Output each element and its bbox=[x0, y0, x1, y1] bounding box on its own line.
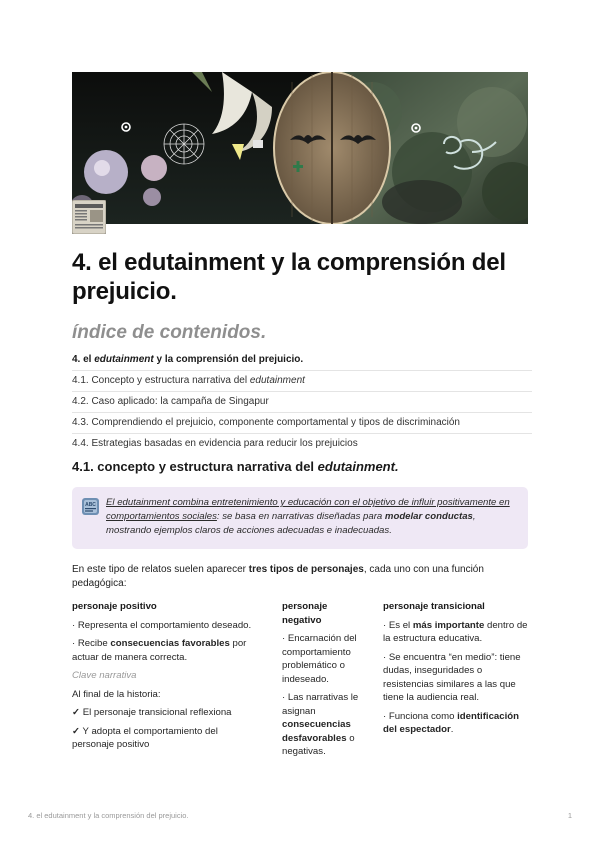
column-text: · Recibe consecuencias favorables por actuar de manera correcta. bbox=[72, 638, 247, 663]
toc-item[interactable]: 4.3. Comprendiendo el prejuicio, componente comportamental y tipos de discriminación bbox=[72, 413, 532, 434]
section-heading: 4.1. concepto y estructura narrativa del edutainment. bbox=[72, 459, 399, 474]
footer-title: 4. el edutainment y la comprensión del prejuicio. bbox=[28, 811, 189, 820]
toc-item[interactable]: 4.2. Caso aplicado: la campaña de Singapur bbox=[72, 392, 532, 413]
toc-item[interactable]: 4. el edutainment y la comprensión del prejuicio. bbox=[72, 350, 532, 371]
check-icon: ✓ bbox=[72, 725, 81, 737]
column-text: Al final de la historia: bbox=[72, 688, 161, 700]
column-positive-character bbox=[72, 600, 262, 757]
book-page-icon bbox=[72, 200, 106, 234]
banner-image bbox=[72, 72, 528, 224]
callout-text: El edutainment combina entretenimiento y educación con el objetivo de influir positivamente en comportamientos sociales: se basa en narrativas diseñadas para modelar conductas, mostrando ejemplos claros de acciones adecuadas e inadecuadas. bbox=[106, 497, 510, 536]
toc-heading: índice de contenidos. bbox=[72, 322, 267, 343]
column-text: · Las narrativas le asignan consecuencias desfavorables o negativas. bbox=[282, 692, 359, 757]
page-number: 1 bbox=[567, 811, 572, 820]
column-text: · Se encuentra “en medio”: tiene dudas, inseguridades o resistencias similares a las que tiene la audiencia real. bbox=[383, 651, 521, 703]
key-label: Clave narrativa bbox=[72, 670, 137, 681]
abc-icon bbox=[82, 498, 99, 515]
table-of-contents bbox=[72, 350, 532, 454]
column-heading: personaje positivo bbox=[72, 601, 157, 612]
check-item: ✓ Y adopta el comportamiento del personaje positivo bbox=[72, 725, 218, 750]
column-text: · Funciona como identificación del espectador. bbox=[383, 710, 519, 735]
column-heading: personaje negativo bbox=[282, 601, 328, 626]
column-heading: personaje transicional bbox=[383, 601, 485, 612]
check-icon: ✓ bbox=[72, 707, 81, 718]
column-text: · Encarnación del comportamiento problemático o indeseado. bbox=[282, 633, 357, 685]
check-item: ✓ El personaje transicional reflexiona bbox=[72, 707, 232, 718]
column-negative-character bbox=[282, 600, 364, 764]
svg-text:ABC: ABC bbox=[85, 502, 96, 508]
column-transitional-character bbox=[383, 600, 533, 742]
intro-paragraph: En este tipo de relatos suelen aparecer tres tipos de personajes, cada uno con una función pedagógica: bbox=[72, 564, 484, 589]
toc-item[interactable]: 4.1. Concepto y estructura narrativa del edutainment bbox=[72, 371, 532, 392]
column-text: · Es el más importante dentro de la estructura educativa. bbox=[383, 619, 528, 644]
column-text: · Representa el comportamiento deseado. bbox=[72, 619, 252, 631]
definition-callout bbox=[72, 487, 528, 549]
page-title: 4. el edutainment y la comprensión del prejuicio. bbox=[72, 249, 506, 305]
toc-item[interactable]: 4.4. Estrategias basadas en evidencia para reducir los prejuicios bbox=[72, 438, 358, 449]
